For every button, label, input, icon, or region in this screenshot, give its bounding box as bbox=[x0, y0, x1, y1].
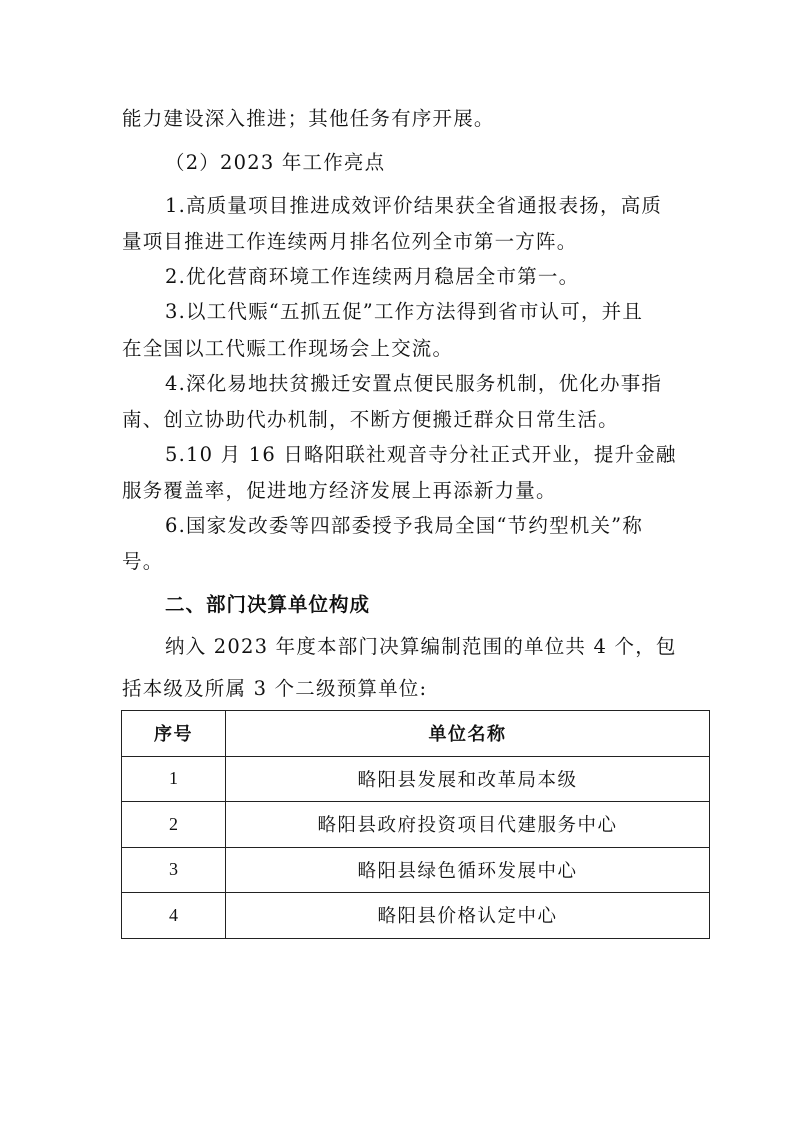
table-header-row bbox=[122, 711, 710, 757]
paragraph-line: 南、创立协助代办机制，不断方便搬迁群众日常生活。 bbox=[122, 408, 619, 431]
paragraph-line: 6.国家发改委等四部委授予我局全国“节约型机关”称 bbox=[165, 514, 644, 537]
paragraph-line: 4.深化易地扶贫搬迁安置点便民服务机制，优化办事指 bbox=[165, 372, 663, 395]
row-index: 4 bbox=[122, 893, 226, 939]
row-unit-name: 略阳县政府投资项目代建服务中心 bbox=[226, 802, 710, 848]
paragraph-line: 5.10 月 16 日略阳联社观音寺分社正式开业，提升金融 bbox=[165, 443, 677, 466]
paragraph-line: 量项目推进工作连续两月排名位列全市第一方阵。 bbox=[122, 230, 578, 253]
row-index: 2 bbox=[122, 802, 226, 848]
paragraph-line: 1.高质量项目推进成效评价结果获全省通报表扬，高质 bbox=[165, 194, 663, 217]
subheading-highlights: （2）2023 年工作亮点 bbox=[165, 151, 386, 174]
row-unit-name: 略阳县价格认定中心 bbox=[226, 893, 710, 939]
paragraph-line: 服务覆盖率，促进地方经济发展上再添新力量。 bbox=[122, 479, 557, 502]
column-header-unit-name: 单位名称 bbox=[226, 711, 710, 757]
row-unit-name: 略阳县发展和改革局本级 bbox=[226, 756, 710, 802]
unit-table bbox=[121, 710, 710, 939]
row-unit-name: 略阳县绿色循环发展中心 bbox=[226, 847, 710, 893]
table-row bbox=[122, 893, 710, 939]
row-index: 3 bbox=[122, 847, 226, 893]
table-row bbox=[122, 756, 710, 802]
paragraph-line: 号。 bbox=[122, 550, 164, 573]
table-row bbox=[122, 802, 710, 848]
paragraph-line: 3.以工代赈“五抓五促”工作方法得到省市认可，并且 bbox=[165, 300, 644, 323]
row-index: 1 bbox=[122, 756, 226, 802]
column-header-index: 序号 bbox=[122, 711, 226, 757]
paragraph-line: 2.优化营商环境工作连续两月稳居全市第一。 bbox=[165, 265, 580, 288]
paragraph-line: 能力建设深入推进；其他任务有序开展。 bbox=[122, 107, 495, 130]
paragraph-line: 纳入 2023 年度本部门决算编制范围的单位共 4 个，包 bbox=[165, 635, 677, 658]
paragraph-line: 在全国以工代赈工作现场会上交流。 bbox=[122, 337, 454, 360]
paragraph-line: 括本级及所属 3 个二级预算单位: bbox=[122, 677, 428, 700]
section-heading: 二、部门决算单位构成 bbox=[165, 593, 371, 616]
table-row bbox=[122, 847, 710, 893]
